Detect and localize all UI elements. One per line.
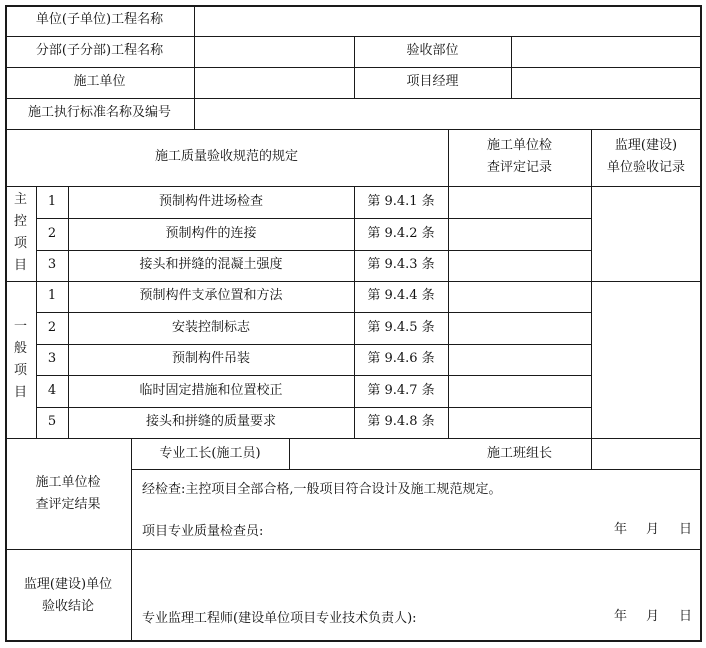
acceptance-part-label: 验收部位 bbox=[406, 43, 459, 58]
team-leader-label: 施工班组长 bbox=[486, 446, 552, 461]
item-name: 预制构件的连接 bbox=[165, 226, 257, 241]
item-number: 3 bbox=[47, 351, 57, 366]
rule bbox=[36, 250, 591, 251]
result-label-line1: 施工单位检 bbox=[35, 475, 101, 490]
rule bbox=[289, 438, 290, 469]
item-number: 1 bbox=[47, 288, 57, 303]
unit-check-header-line2: 查评定记录 bbox=[486, 160, 552, 175]
item-name: 预制构件支承位置和方法 bbox=[139, 288, 283, 303]
rule-bottom bbox=[5, 640, 702, 642]
foreman-label: 专业工长(施工员) bbox=[159, 446, 261, 461]
spec-column-header: 施工质量验收规范的规定 bbox=[154, 149, 298, 164]
supervisor-header-line1: 监理(建设) bbox=[614, 138, 678, 153]
rule bbox=[131, 469, 702, 470]
main-group-char: 控 bbox=[13, 214, 27, 229]
item-number: 5 bbox=[47, 414, 57, 429]
main-group-char: 项 bbox=[13, 236, 27, 251]
rule bbox=[36, 407, 591, 408]
sub-project-label: 分部(子分部)工程名称 bbox=[35, 43, 164, 58]
rule bbox=[36, 344, 591, 345]
item-name: 接头和拼缝的混凝土强度 bbox=[139, 257, 283, 272]
date-year: 年 bbox=[614, 609, 628, 624]
item-name: 预制构件进场检查 bbox=[158, 194, 263, 209]
date-month: 月 bbox=[646, 522, 660, 537]
general-group-char: 项 bbox=[13, 363, 27, 378]
item-clause: 第 9.4.7 条 bbox=[367, 383, 435, 398]
inspection-statement: 经检查:主控项目全部合格,一般项目符合设计及施工规范规定。 bbox=[142, 482, 502, 497]
rule bbox=[511, 36, 512, 98]
item-number: 4 bbox=[47, 383, 57, 398]
item-number: 1 bbox=[47, 194, 57, 209]
rule-right bbox=[700, 5, 702, 642]
rule bbox=[194, 5, 195, 129]
unit-check-header-line1: 施工单位检 bbox=[486, 138, 552, 153]
item-number: 2 bbox=[47, 226, 57, 241]
rule bbox=[68, 186, 69, 438]
general-group-char: 一 bbox=[13, 319, 27, 334]
rule bbox=[5, 129, 702, 130]
item-clause: 第 9.4.5 条 bbox=[367, 320, 435, 335]
rule bbox=[591, 129, 592, 469]
rule bbox=[5, 438, 702, 439]
date-day: 日 bbox=[679, 522, 693, 537]
rule bbox=[36, 218, 591, 219]
rule bbox=[36, 375, 591, 376]
item-clause: 第 9.4.2 条 bbox=[367, 226, 435, 241]
rule bbox=[36, 186, 37, 438]
standard-name-label: 施工执行标准名称及编号 bbox=[27, 105, 171, 120]
rule bbox=[131, 438, 132, 640]
date-year: 年 bbox=[614, 522, 628, 537]
supervising-engineer-label: 专业监理工程师(建设单位项目专业技术负责人): bbox=[142, 611, 417, 626]
construction-unit-label: 施工单位 bbox=[73, 74, 126, 89]
item-name: 安装控制标志 bbox=[171, 320, 250, 335]
rule bbox=[36, 312, 591, 313]
date-month: 月 bbox=[646, 609, 660, 624]
item-clause: 第 9.4.6 条 bbox=[367, 351, 435, 366]
main-group-char: 目 bbox=[13, 258, 27, 273]
unit-project-label: 单位(子单位)工程名称 bbox=[35, 12, 164, 27]
item-number: 3 bbox=[47, 257, 57, 272]
rule-top bbox=[5, 5, 702, 7]
main-group-char: 主 bbox=[13, 192, 27, 207]
item-name: 临时固定措施和位置校正 bbox=[139, 383, 283, 398]
item-name: 预制构件吊装 bbox=[171, 351, 250, 366]
quality-inspector-label: 项目专业质量检查员: bbox=[142, 524, 264, 539]
conclusion-label-line2: 验收结论 bbox=[41, 599, 94, 614]
project-manager-label: 项目经理 bbox=[406, 74, 459, 89]
item-clause: 第 9.4.3 条 bbox=[367, 257, 435, 272]
rule bbox=[5, 98, 702, 99]
general-group-char: 目 bbox=[13, 385, 27, 400]
item-name: 接头和拼缝的质量要求 bbox=[145, 414, 276, 429]
item-number: 2 bbox=[47, 320, 57, 335]
general-group-char: 般 bbox=[13, 341, 27, 356]
supervisor-header-line2: 单位验收记录 bbox=[606, 160, 685, 175]
date-day: 日 bbox=[679, 609, 693, 624]
rule bbox=[354, 186, 355, 438]
item-clause: 第 9.4.1 条 bbox=[367, 194, 435, 209]
result-label-line2: 查评定结果 bbox=[35, 497, 101, 512]
rule bbox=[5, 549, 702, 550]
conclusion-label-line1: 监理(建设)单位 bbox=[23, 577, 113, 592]
item-clause: 第 9.4.8 条 bbox=[367, 414, 435, 429]
item-clause: 第 9.4.4 条 bbox=[367, 288, 435, 303]
